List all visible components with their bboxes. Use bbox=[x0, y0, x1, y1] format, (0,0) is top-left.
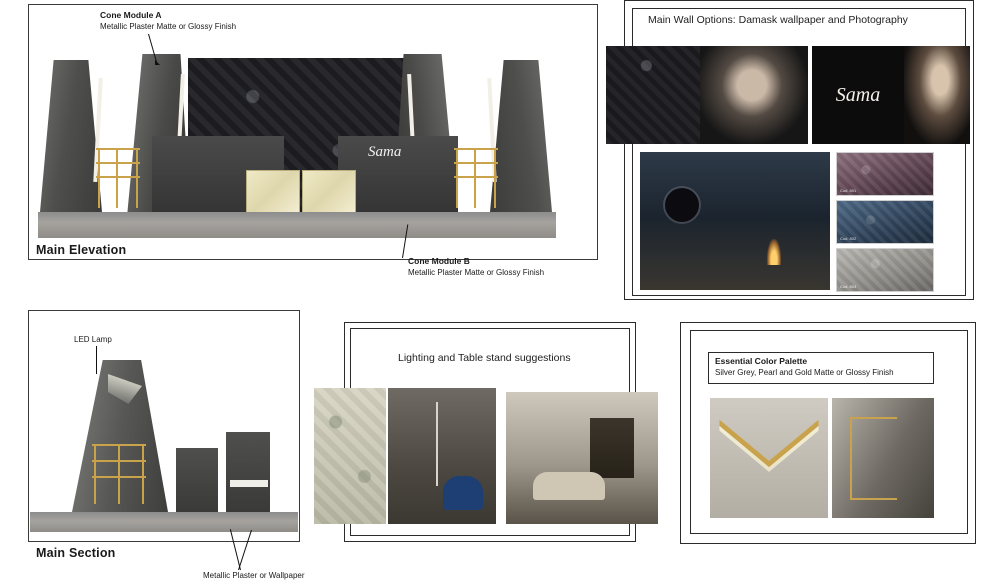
sama-logo-black-photo bbox=[812, 46, 904, 144]
swatch-mauve-code: Cod. 801 bbox=[840, 188, 857, 193]
floor-lamp-blue-chair-photo bbox=[388, 388, 496, 524]
swatch-mauve bbox=[836, 152, 934, 196]
led-lamp-leader-line bbox=[96, 346, 97, 374]
section-light-strip bbox=[230, 480, 268, 487]
essential-color-palette-caption bbox=[708, 352, 934, 384]
cone-module-b-annotation bbox=[408, 256, 544, 278]
swatch-blue bbox=[836, 200, 934, 244]
swatch-grey bbox=[836, 248, 934, 292]
section-floor-plinth bbox=[30, 512, 298, 532]
chaise-longue bbox=[533, 472, 605, 500]
gold-panel-left bbox=[246, 170, 300, 214]
cone-module-b-subtitle: Metallic Plaster Matte or Glossy Finish bbox=[408, 268, 545, 277]
gold-chair-right bbox=[454, 148, 500, 210]
folding-screen bbox=[590, 418, 634, 478]
swatch-grey-code: Cod. 803 bbox=[840, 284, 857, 289]
cone-module-a-annotation bbox=[100, 10, 236, 32]
nude-figure-photography bbox=[700, 46, 808, 144]
gold-frame-detail-photo bbox=[832, 398, 934, 518]
round-mirror bbox=[665, 188, 699, 222]
lighting-title: Lighting and Table stand suggestions bbox=[398, 352, 571, 364]
cone-module-b-title: Cone Module B bbox=[408, 256, 470, 266]
palette-title: Essential Color Palette bbox=[715, 356, 808, 366]
lounge-interior-photo bbox=[506, 392, 658, 524]
blue-armchair bbox=[443, 476, 483, 510]
floor-lamp-pole bbox=[436, 402, 438, 486]
main-elevation-drawing bbox=[38, 52, 556, 238]
gold-v-trim bbox=[719, 420, 818, 499]
gold-frame-trim bbox=[850, 417, 897, 500]
section-module-1 bbox=[176, 448, 218, 512]
cone-module-a-left-outer bbox=[40, 60, 102, 212]
main-elevation-title: Main Elevation bbox=[36, 243, 127, 257]
gold-v-detail-photo bbox=[710, 398, 828, 518]
section-module-2 bbox=[226, 432, 270, 512]
pearl-v-panel bbox=[719, 420, 818, 499]
damask-interior-room-photo bbox=[640, 152, 830, 290]
floor-plinth bbox=[38, 212, 556, 238]
cone-module-a-title: Cone Module A bbox=[100, 10, 162, 20]
main-section-drawing bbox=[30, 316, 298, 538]
gold-chair-left bbox=[96, 148, 142, 210]
wall-options-title: Main Wall Options: Damask wallpaper and Photography bbox=[648, 14, 908, 26]
sama-logo-wordmark: Sama bbox=[835, 83, 881, 106]
male-model-eyewear-photography bbox=[904, 46, 970, 144]
palette-subtitle: Silver Grey, Pearl and Gold Matte or Glossy Finish bbox=[715, 368, 894, 377]
gold-panel-right bbox=[302, 170, 356, 214]
led-lamp-annotation: LED Lamp bbox=[74, 335, 112, 344]
main-section-title: Main Section bbox=[36, 546, 116, 560]
damask-wallpaper-green-photo bbox=[314, 388, 386, 524]
swatch-blue-code: Cod. 802 bbox=[840, 236, 857, 241]
section-gold-chair bbox=[92, 444, 148, 506]
metallic-plaster-annotation: Metallic Plaster or Wallpaper bbox=[203, 571, 305, 580]
fireplace-glow bbox=[767, 239, 781, 265]
sama-logo-elevation: Sama bbox=[368, 144, 402, 160]
cone-module-a-subtitle: Metallic Plaster Matte or Glossy Finish bbox=[100, 22, 237, 31]
